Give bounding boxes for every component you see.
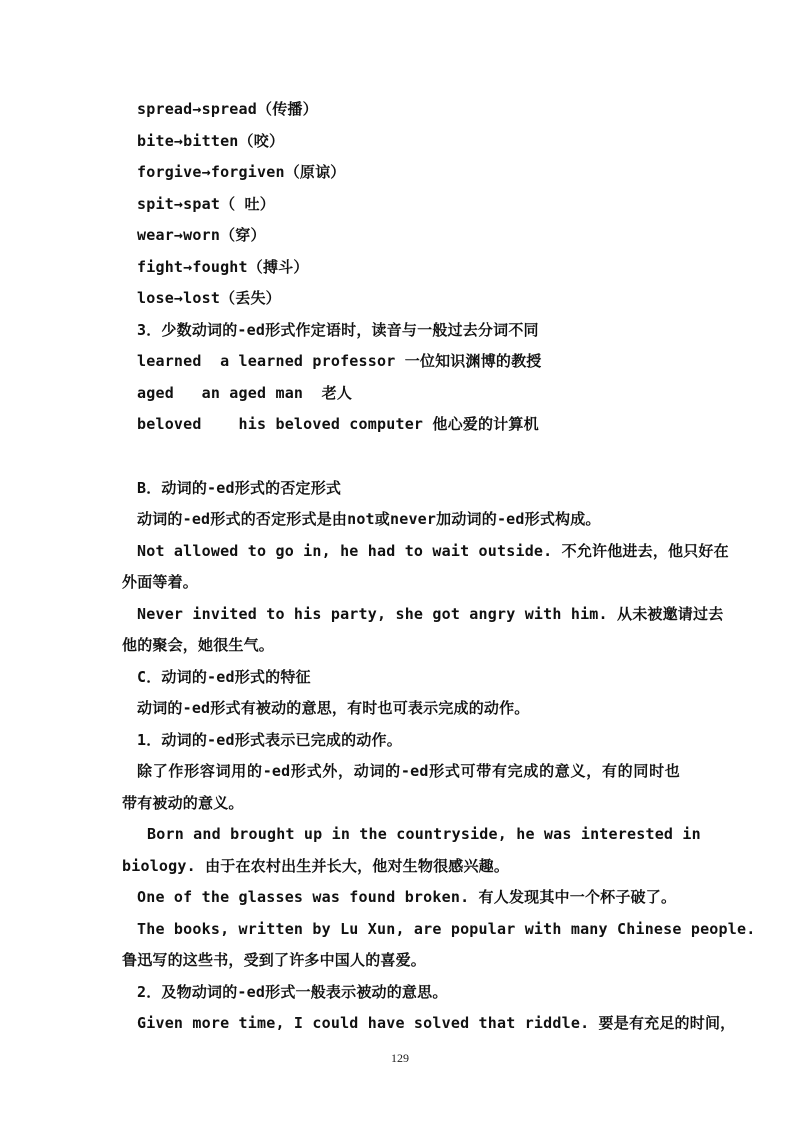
section-heading-1: 1．动词的-ed形式表示已完成的动作。 xyxy=(137,731,402,749)
text-line-beloved: beloved his beloved computer 他心爱的计算机 xyxy=(137,415,539,433)
section-heading-3: 3．少数动词的-ed形式作定语时，读音与一般过去分词不同 xyxy=(137,321,539,339)
example-line-never-invited: Never invited to his party, she got angry with him. 从未被邀请过去 xyxy=(137,605,724,623)
text-line-verb-lose: lose→lost（丢失） xyxy=(137,289,281,307)
text-line-verb-fight: fight→fought（搏斗） xyxy=(137,258,309,276)
text-line-verb-forgive: forgive→forgiven（原谅） xyxy=(137,163,346,181)
section-heading-2: 2．及物动词的-ed形式一般表示被动的意思。 xyxy=(137,983,448,1001)
text-line-verb-spit: spit→spat（ 吐） xyxy=(137,195,275,213)
page-number: 129 xyxy=(391,1051,409,1065)
section-heading-b: B．动词的-ed形式的否定形式 xyxy=(137,479,342,497)
text-line-completion: 除了作形容词用的-ed形式外，动词的-ed形式可带有完成的意义，有的同时也 xyxy=(137,762,680,780)
text-line-verb-bite: bite→bitten（咬） xyxy=(137,132,285,150)
example-line-books-cont: 鲁迅写的这些书，受到了许多中国人的喜爱。 xyxy=(122,951,427,969)
example-line-not-allowed: Not allowed to go in, he had to wait outside. 不允许他进去，他只好在 xyxy=(137,542,729,560)
example-line-born-cont: biology. 由于在农村出生并长大，他对生物很感兴趣。 xyxy=(122,857,510,875)
text-line-negative-form: 动词的-ed形式的否定形式是由not或never加动词的-ed形式构成。 xyxy=(137,510,601,528)
example-line-given: Given more time, I could have solved that riddle. 要是有充足的时间， xyxy=(137,1014,736,1032)
text-line-verb-spread: spread→spread（传播） xyxy=(137,100,318,118)
example-line-books: The books, written by Lu Xun, are popular with many Chinese people. xyxy=(137,920,756,938)
example-line-born: Born and brought up in the countryside, he was interested in xyxy=(147,825,701,843)
text-line-completion-cont: 带有被动的意义。 xyxy=(122,794,244,812)
text-line-feature: 动词的-ed形式有被动的意思，有时也可表示完成的动作。 xyxy=(137,699,530,717)
example-line-never-invited-cont: 他的聚会，她很生气。 xyxy=(122,636,275,654)
text-line-aged: aged an aged man 老人 xyxy=(137,384,353,402)
example-line-glasses: One of the glasses was found broken. 有人发现其中一个杯子破了。 xyxy=(137,888,677,906)
text-line-verb-wear: wear→worn（穿） xyxy=(137,226,266,244)
text-line-learned: learned a learned professor 一位知识渊博的教授 xyxy=(137,352,542,370)
example-line-not-allowed-cont: 外面等着。 xyxy=(122,573,199,591)
section-heading-c: C．动词的-ed形式的特征 xyxy=(137,668,311,686)
